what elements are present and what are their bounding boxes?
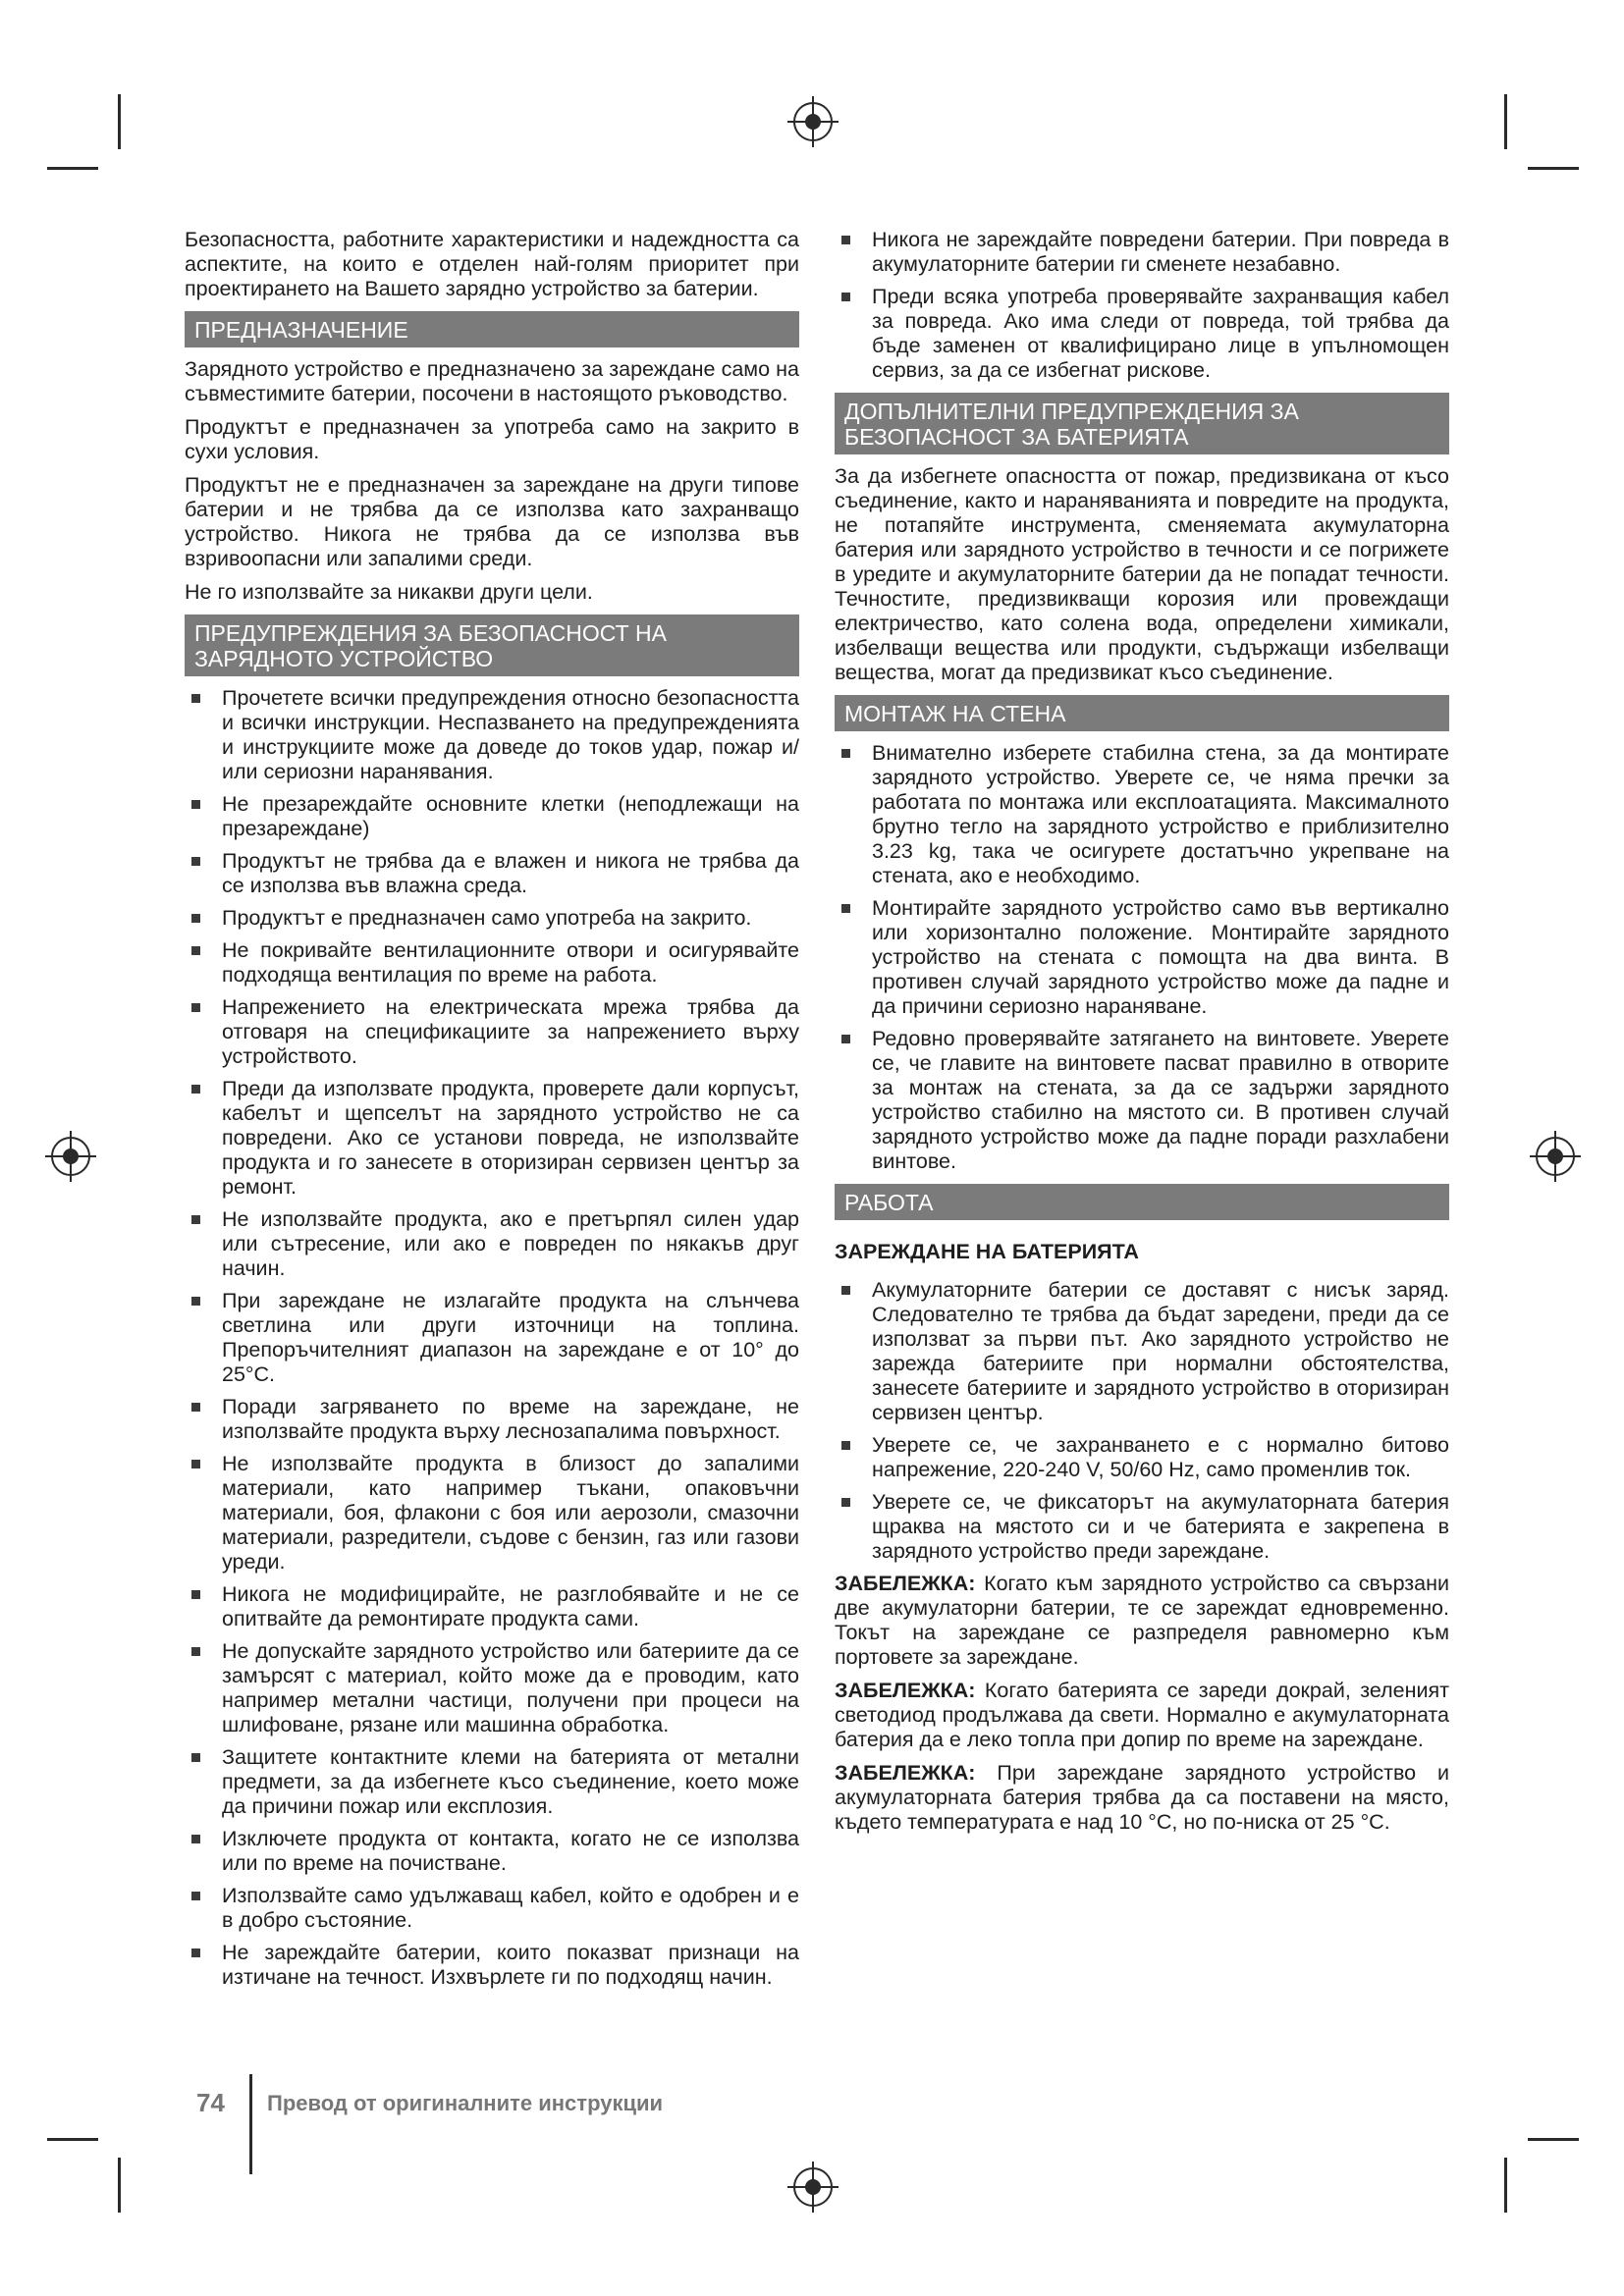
note-text: Когато батерията се зареди докрай, зеленият светодиод продължава да свети. Нормално е акумулаторната батерия да е леко топла при допир по време на зареждане. <box>835 1679 1449 1751</box>
left-column <box>185 228 799 1998</box>
subheading-charging-battery: ЗАРЕЖДАНЕ НА БАТЕРИЯТА <box>835 1240 1139 1263</box>
purpose-paragraph: Продуктът не е предназначен за зареждане на други типове батерии и не трябва да се използва като захранващо устройство. Никога не трябва да се използва във взривоопасни или запалими среди. <box>185 473 799 570</box>
crop-mark <box>118 2158 121 2213</box>
list-item: Внимателно изберете стабилна стена, за да монтирате зарядното устройство. Уверете се, че няма пречки за работата по монтажа или експлоатацията. Максималното брутно тегло на зарядното устройство е приблизително 3.23 kg, така че осигурете достатъчно укрепване на стената, ако е необходимо. <box>835 741 1449 888</box>
crop-mark <box>1528 2138 1579 2141</box>
note <box>835 1572 1449 1670</box>
list-item: Редовно проверявайте затягането на винтовете. Уверете се, че главите на винтовете пасват правилно в отворите за монтаж на стената, за да се задържи зарядното устройство стабилно на мястото си. В противен случай зарядното устройство може да падне поради разхлабени винтове. <box>835 1027 1449 1174</box>
crop-mark <box>47 2138 98 2141</box>
list-item: Защитете контактните клеми на батерията от метални предмети, за да избегнете късо съединение, което може да причини пожар или експлозия. <box>185 1745 799 1819</box>
list-item: Напрежението на електрическата мрежа трябва да отговаря на спецификациите за напрежението върху устройството. <box>185 995 799 1069</box>
list-item: Преди всяка употреба проверявайте захранващия кабел за повреда. Ако има следи от повреда, той трябва да бъде заменен от квалифицирано лице в упълномощен сервиз, за да се избегнат рискове. <box>835 285 1449 383</box>
footer-divider <box>249 2074 252 2174</box>
list-item: Не презареждайте основните клетки (неподлежащи на презареждане) <box>185 792 799 841</box>
crop-mark <box>118 94 121 149</box>
list-item: Уверете се, че фиксаторът на акумулаторната батерия щраква на мястото си и че батерията е закрепена в зарядното устройство преди зареждане. <box>835 1490 1449 1564</box>
note-text: Когато към зарядното устройство са свързани две акумулаторни батерии, те се зареждат едновременно. Токът на зареждане се разпределя равномерно към портовете за зареждане. <box>835 1572 1450 1669</box>
crop-mark <box>1504 2158 1507 2213</box>
note <box>835 1679 1449 1752</box>
list-item: Никога не зареждайте повредени батерии. При повреда в акумулаторните батерии ги сменете незабавно. <box>835 228 1449 277</box>
list-item: Не използвайте продукта в близост до запалими материали, като например тъкани, опаковъчни материали, боя, флакони с боя или аерозоли, смазочни материали, разредители, съдове с бензин, газ или газови уреди. <box>185 1452 799 1575</box>
list-item: Продуктът е предназначен само употреба на закрито. <box>185 906 799 931</box>
list-item: Не покривайте вентилационните отвори и осигурявайте подходяща вентилация по време на работа. <box>185 938 799 988</box>
section-heading-wall-mount: МОНТАЖ НА СТЕНА <box>835 695 1449 731</box>
section-heading-purpose: ПРЕДНАЗНАЧЕНИЕ <box>185 311 799 347</box>
registration-mark-icon <box>51 1137 90 1176</box>
charger-safety-list <box>185 686 799 1990</box>
crop-mark <box>1504 94 1507 149</box>
list-item: Не допускайте зарядното устройство или батериите да се замърсят с материал, който може да е проводим, като например метални частици, получени при процеси на шлифоване, рязане или машинна обработка. <box>185 1639 799 1737</box>
list-item: При зареждане не излагайте продукта на слънчева светлина или други източници на топлина. Препоръчителният диапазон на зареждане е от 10° до 25°C. <box>185 1289 799 1387</box>
note-label: ЗАБЕЛЕЖКА: <box>835 1679 976 1702</box>
page-number: 74 <box>196 2088 225 2117</box>
purpose-paragraph: Продуктът е предназначен за употреба само на закрито в сухи условия. <box>185 415 799 463</box>
intro-text: Безопасността, работните характеристики и надеждността са аспектите, на които е отделен най-голям приоритет при проектирането на Вашето зарядно устройство за батерии. <box>185 228 799 300</box>
battery-safety-text: За да избегнете опасността от пожар, предизвикана от късо съединение, както и нараняванията и повредите на продукта, не потапяйте инструмента, сменяемата акумулаторна батерия или зарядното устройство в течности и се погрижете в уредите и акумулаторните батерии да не попадат течности. Течностите, предизвикващи корозия или провеждащи електричество, като солена вода, определени химикали, избелващи вещества или продукти, съдържащи избелващи вещества, могат да предизвикат късо съединение. <box>835 464 1449 684</box>
section-heading-charger-safety: ПРЕДУПРЕЖДЕНИЯ ЗА БЕЗОПАСНОСТ НА ЗАРЯДНОТО УСТРОЙСТВО <box>185 614 799 676</box>
right-column <box>835 228 1449 1843</box>
footer-text: Превод от оригиналните инструкции <box>267 2091 664 2115</box>
crop-mark <box>1528 167 1579 170</box>
wall-mount-list <box>835 741 1449 1174</box>
charger-safety-list-continued <box>835 228 1449 383</box>
list-item: Уверете се, че захранването е с нормално битово напрежение, 220-240 V, 50/60 Hz, само променлив ток. <box>835 1433 1449 1482</box>
operation-list <box>835 1278 1449 1564</box>
list-item: Поради загряването по време на зареждане, не използвайте продукта върху леснозапалима повърхност. <box>185 1395 799 1444</box>
registration-mark-icon <box>1536 1137 1575 1176</box>
section-heading-operation: РАБОТА <box>835 1184 1449 1220</box>
note <box>835 1761 1449 1835</box>
list-item: Прочетете всички предупреждения относно безопасността и всички инструкции. Неспазването на предупрежденията и инструкциите може да доведе до токов удар, пожар и/или сериозни наранявания. <box>185 686 799 784</box>
list-item: Продуктът не трябва да е влажен и никога не трябва да се използва във влажна среда. <box>185 849 799 898</box>
list-item: Не зареждайте батерии, които показват признаци на изтичане на течност. Изхвърлете ги по подходящ начин. <box>185 1941 799 1990</box>
note-text: При зареждане зарядното устройство и акумулаторната батерия трябва да са поставени на място, където температурата е над 10 °C, но по-ниска от 25 °C. <box>835 1761 1449 1834</box>
list-item: Акумулаторните батерии се доставят с нисък заряд. Следователно те трябва да бъдат заредени, преди да се използват за първи път. Ако зарядното устройство не зарежда батериите при нормални обстоятелства, занесете батериите и зарядното устройство в оторизиран сервизен център. <box>835 1278 1449 1425</box>
crop-mark <box>47 167 98 170</box>
note-label: ЗАБЕЛЕЖКА: <box>835 1572 976 1595</box>
registration-mark-icon <box>793 102 833 141</box>
purpose-paragraph: Зарядното устройство е предназначено за зареждане само на съвместимите батерии, посочени в настоящото ръководство. <box>185 357 799 405</box>
list-item: Не използвайте продукта, ако е претърпял силен удар или сътресение, или ако е повреден по някакъв друг начин. <box>185 1207 799 1281</box>
purpose-paragraph: Не го използвайте за никакви други цели. <box>185 580 593 604</box>
list-item: Изключете продукта от контакта, когато не се използва или по време на почистване. <box>185 1827 799 1876</box>
note-label: ЗАБЕЛЕЖКА: <box>835 1761 976 1785</box>
list-item: Използвайте само удължаващ кабел, който е одобрен и е в добро състояние. <box>185 1884 799 1933</box>
list-item: Монтирайте зарядното устройство само във вертикално или хоризонтално положение. Монтирайте зарядното устройство на стената с помощта на два винта. В противен случай зарядното устройство може да падне и да причини сериозно нараняване. <box>835 896 1449 1019</box>
section-heading-battery-safety: ДОПЪЛНИТЕЛНИ ПРЕДУПРЕЖДЕНИЯ ЗА БЕЗОПАСНОСТ ЗА БАТЕРИЯТА <box>835 393 1449 454</box>
list-item: Преди да използвате продукта, проверете дали корпусът, кабелът и щепселът на зарядното устройство не са повредени. Ако се установи повреда, не използвайте продукта и го занесете в оторизиран сервизен център за ремонт. <box>185 1077 799 1200</box>
registration-mark-icon <box>793 2167 833 2207</box>
list-item: Никога не модифицирайте, не разглобявайте и не се опитвайте да ремонтирате продукта сами. <box>185 1582 799 1631</box>
